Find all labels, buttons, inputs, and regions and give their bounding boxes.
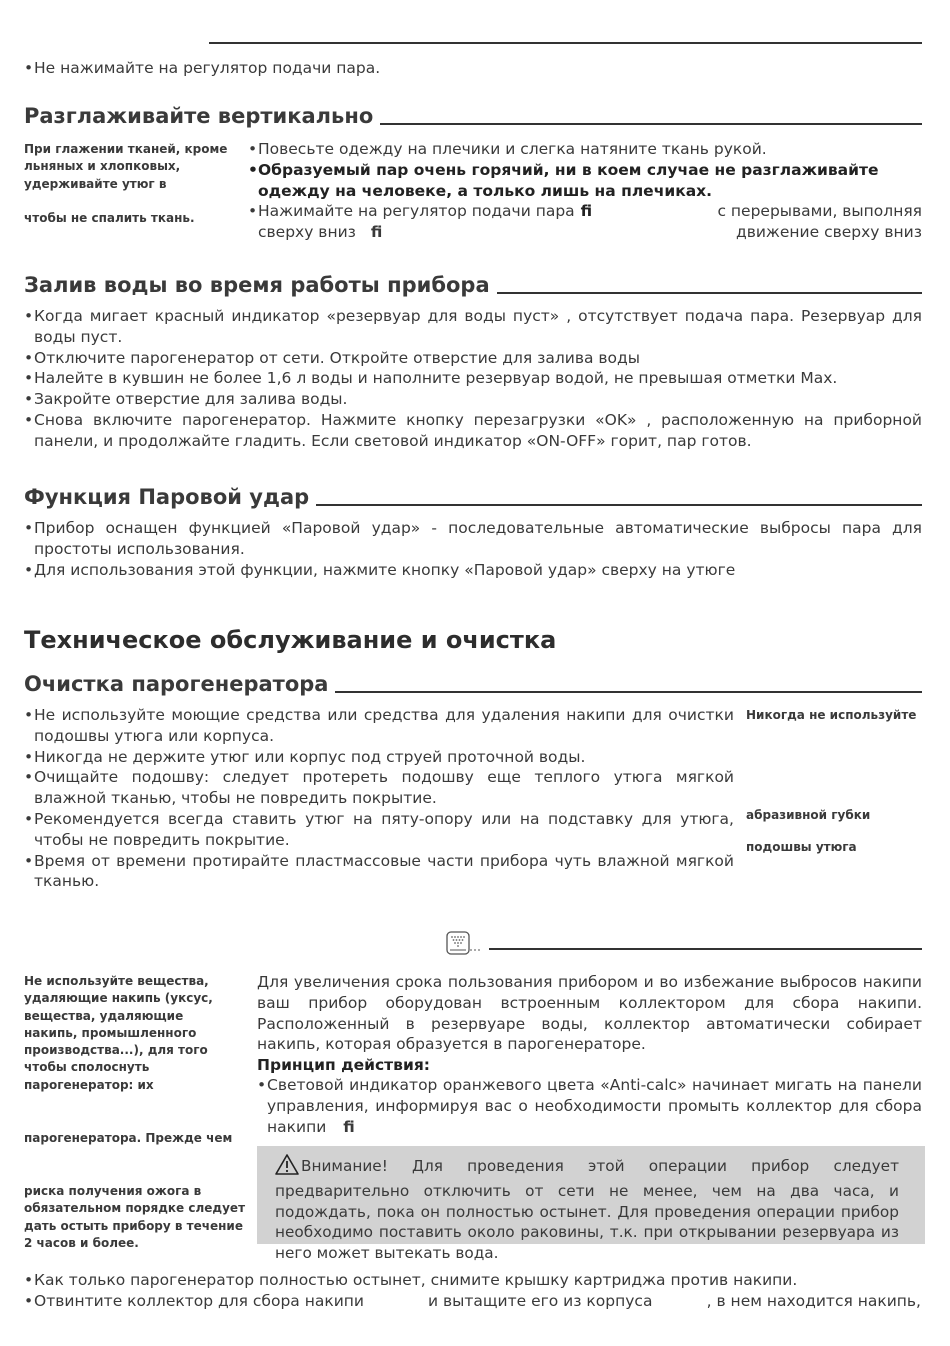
list-item: • Как только парогенератор полностью остынет, снимите крышку картриджа против накипи.	[24, 1270, 922, 1291]
anticalc-side-note-1: Не используйте вещества, удаляющие накипь (уксус, вещества, удаляющие накипь, промышленного производства...), для того чтобы сполоснуть парогенератор: их	[24, 974, 213, 1092]
maintenance-title: Техническое обслуживание и очистка	[24, 626, 557, 654]
list-item: • Время от времени протирайте пластмассовые части прибора чуть влажной мягкой тканью.	[24, 851, 734, 893]
top-note: • Не нажимайте на регулятор подачи пара.	[24, 58, 380, 79]
principle-title: Принцип действия:	[257, 1056, 430, 1074]
cleaning-side-note-3: подошвы утюга	[746, 840, 857, 854]
anticalc-intro: Для увеличения срока пользования прибором и во избежание выбросов накипи ваш прибор оборудован встроенным коллектором для сбора накипи. Расположенный в резервуаре воды, коллектор автоматически собирает накипь, которая образуется в парогенераторе.	[257, 973, 922, 1054]
ref-glyph-icon: fi	[580, 202, 593, 221]
anticalc-side-note-2: парогенератора. Прежде чем	[24, 1131, 233, 1145]
cleaning-side-note-2: абразивной губки	[746, 808, 871, 822]
warning-box	[257, 1146, 925, 1263]
list-item: • Когда мигает красный индикатор «резервуар для воды пуст» , отсутствует подача пара. Резервуар для воды пуст.	[24, 306, 922, 348]
list-item: • Нажимайте на регулятор подачи пара fi с перерывами, выполняя движение сверху вниз	[248, 201, 922, 222]
bottom-bullets	[24, 1270, 922, 1312]
warning-icon	[275, 1154, 299, 1181]
list-item: • Отвинтите коллектор для сбора накипи и вытащите его из корпуса , в нем находится накипь,	[24, 1291, 922, 1312]
cleaning-side-note-1: Никогда не используйте	[746, 708, 917, 722]
section-water-heading: Залив воды во время работы прибора	[24, 272, 922, 298]
list-item: • Прибор оснащен функцией «Паровой удар» - последовательные автоматические выбросы пара для простоты использования.	[24, 518, 922, 560]
list-item: • Никогда не держите утюг или корпус под струей проточной воды.	[24, 747, 734, 768]
list-item: • Не используйте моющие средства или средства для удаления накипи для очистки подошвы утюга или корпуса.	[24, 705, 734, 747]
list-item: • Снова включите парогенератор. Нажмите кнопку перезагрузки «OK» , расположенную на приборной панели, и продолжайте гладить. Если световой индикатор «ON-OFF» горит, пар готов.	[24, 410, 922, 452]
vertical-side-note-2: чтобы не спалить ткань.	[24, 211, 195, 225]
warning-text: Внимание! Для проведения этой операции прибор следует предварительно отключить от сети не менее, чем на два часа, и подождать, пока он полностью остынет. Для проведения операции прибор необходимо поставить около раковины, т.к. при открывании резервуара из него может вытекать вода.	[275, 1154, 899, 1264]
cleaning-bullets	[24, 705, 734, 892]
list-item: • Световой индикатор оранжевого цвета «Anti-calc» начинает мигать на панели управления, информируя вас о необходимости промыть коллектор для сбора накипи fi	[257, 1075, 922, 1137]
steam-bullets	[24, 518, 922, 580]
vertical-bullet-continuation: сверху вниз fi	[258, 223, 383, 241]
anticalc-side-note-3: риска получения ожога в обязательном порядке следует дать остыть прибору в течение 2 часов и более.	[24, 1184, 246, 1250]
list-item: • Повесьте одежду на плечики и слегка натяните ткань рукой.	[248, 139, 922, 160]
principle-bullets	[257, 1075, 922, 1137]
anticalc-collector-icon	[446, 931, 484, 961]
list-item: • Налейте в кувшин не более 1,6 л воды и наполните резервуар водой, не превышая отметки Max.	[24, 368, 922, 389]
water-bullets	[24, 306, 922, 452]
list-item: • Для использования этой функции, нажмите кнопку «Паровой удар» сверху на утюге	[24, 560, 922, 581]
list-item: • Очищайте подошву: следует протереть подошву еще теплого утюга мягкой влажной тканью, чтобы не повредить покрытие.	[24, 767, 734, 809]
list-item: • Рекомендуется всегда ставить утюг на пяту-опору или на подставку для утюга, чтобы не повредить покрытие.	[24, 809, 734, 851]
section-steam-heading: Функция Паровой удар	[24, 484, 922, 510]
top-rule	[209, 42, 922, 44]
ref-glyph-icon: fi	[343, 1117, 355, 1136]
list-item: • Закройте отверстие для залива воды.	[24, 389, 922, 410]
anticalc-rule	[489, 948, 922, 950]
section-vertical-heading: Разглаживайте вертикально	[24, 103, 922, 129]
list-item: • Образуемый пар очень горячий, ни в коем случае не разглаживайте одежду на человеке, а только лишь на плечиках.	[248, 160, 922, 202]
section-cleaning-heading: Очистка парогенератора	[24, 671, 922, 697]
vertical-side-note-1: При глажении тканей, кроме льняных и хлопковых, удерживайте утюг в	[24, 142, 228, 191]
list-item: • Отключите парогенератор от сети. Откройте отверстие для залива воды	[24, 348, 922, 369]
